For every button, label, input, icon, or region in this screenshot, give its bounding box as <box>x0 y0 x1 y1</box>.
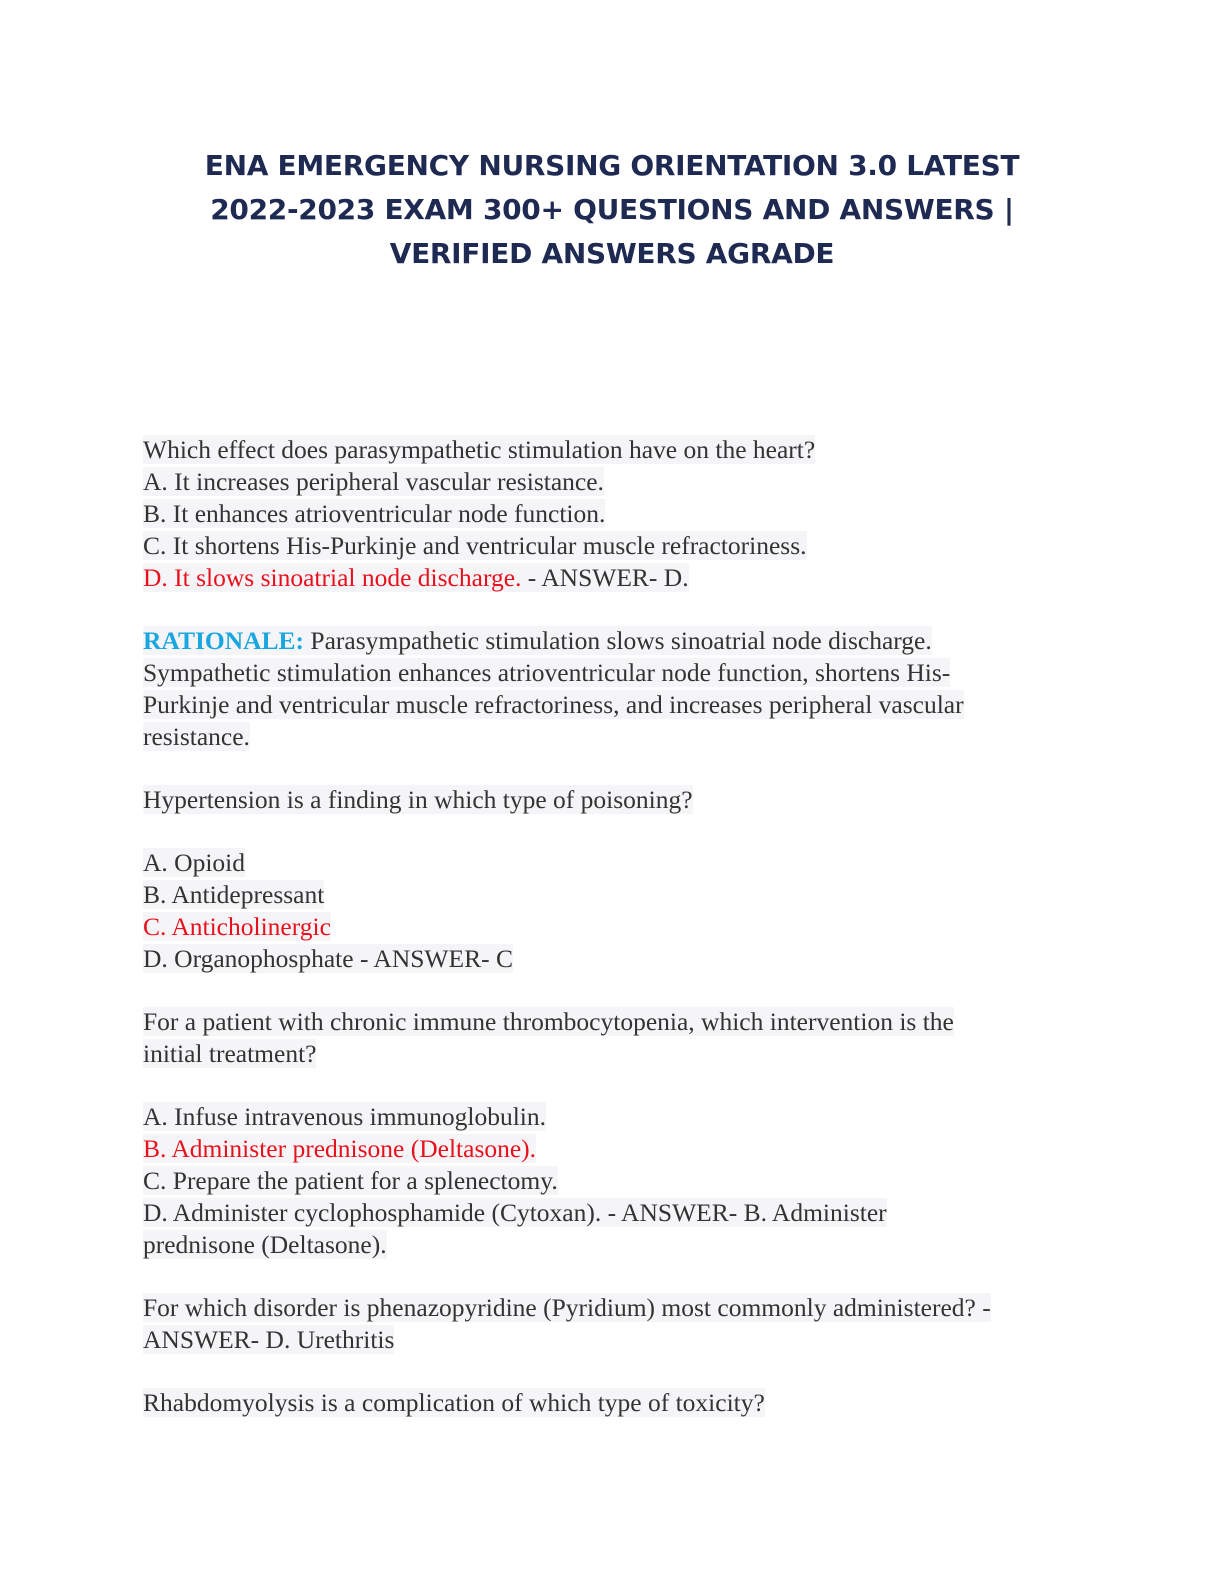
q1-rationale-line-3: Purkinje and ventricular muscle refractoriness, and increases peripheral vascular <box>143 690 964 719</box>
title-line-3: VERIFIED ANSWERS AGRADE <box>389 237 835 270</box>
q1-rationale-line-2: Sympathetic stimulation enhances atrioventricular node function, shortens His- <box>143 658 951 687</box>
title-line-1: ENA EMERGENCY NURSING ORIENTATION 3.0 LATEST <box>204 149 1020 182</box>
question-3-line-1: For a patient with chronic immune thrombocytopenia, which intervention is the <box>143 1007 954 1036</box>
question-1: Which effect does parasympathetic stimulation have on the heart? <box>143 435 816 464</box>
q3-option-b <box>143 1133 1083 1165</box>
q1-option-d <box>143 562 1083 594</box>
q1-option-a: A. It increases peripheral vascular resistance. <box>143 467 604 496</box>
q3-option-d-line-1: D. Administer cyclophosphamide (Cytoxan). - ANSWER- B. Administer <box>143 1198 887 1227</box>
question-2: Hypertension is a finding in which type of poisoning? <box>143 785 693 814</box>
question-3-line-2: initial treatment? <box>143 1039 317 1068</box>
q3-option-c: C. Prepare the patient for a splenectomy. <box>143 1166 558 1195</box>
q1-answer: - ANSWER- D. <box>521 563 689 592</box>
q3-correct-option: B. Administer prednisone (Deltasone). <box>143 1134 537 1163</box>
q1-correct-option: D. It slows sinoatrial node discharge. <box>143 563 522 592</box>
title-line-2: 2022-2023 EXAM 300+ QUESTIONS AND ANSWERS | <box>210 193 1014 226</box>
q2-option-d: D. Organophosphate - ANSWER- C <box>143 944 513 973</box>
question-4-line-1: For which disorder is phenazopyridine (Pyridium) most commonly administered? - <box>143 1293 991 1322</box>
q1-option-b: B. It enhances atrioventricular node function. <box>143 499 606 528</box>
question-4-line-2: ANSWER- D. Urethritis <box>143 1325 395 1354</box>
document-title <box>100 144 1124 276</box>
q1-rationale-line-4: resistance. <box>143 722 250 751</box>
q1-option-c: C. It shortens His-Purkinje and ventricular muscle refractoriness. <box>143 531 807 560</box>
question-5: Rhabdomyolysis is a complication of which type of toxicity? <box>143 1388 765 1417</box>
q3-option-d-line-2: prednisone (Deltasone). <box>143 1230 387 1259</box>
q2-option-c <box>143 911 1083 943</box>
rationale-label: RATIONALE: <box>143 626 305 655</box>
q3-option-a: A. Infuse intravenous immunoglobulin. <box>143 1102 546 1131</box>
q2-option-a: A. Opioid <box>143 848 245 877</box>
q2-correct-option: C. Anticholinergic <box>143 912 331 941</box>
q2-option-b: B. Antidepressant <box>143 880 325 909</box>
q1-rationale-line-1: RATIONALE: Parasympathetic stimulation slows sinoatrial node discharge. <box>143 626 932 655</box>
document-body <box>143 434 1083 1419</box>
